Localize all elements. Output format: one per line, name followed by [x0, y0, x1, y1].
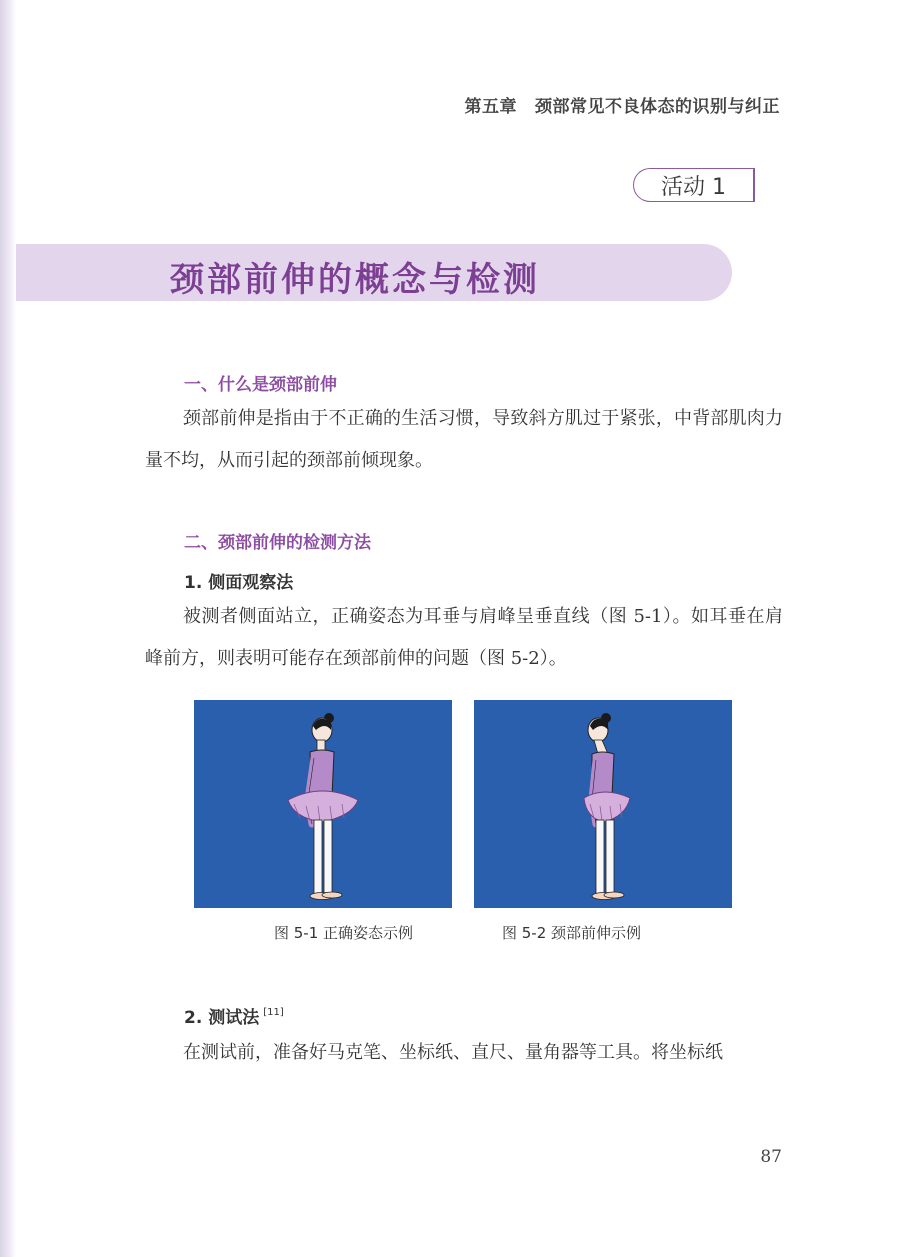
- dancer-illustration-correct: [194, 700, 452, 908]
- running-header: [465, 92, 781, 117]
- figure-forward-head: [474, 700, 732, 908]
- chapter-label: 第五章: [464, 97, 517, 117]
- figure-correct-posture: [194, 700, 452, 908]
- page-edge-decoration: [0, 0, 16, 1257]
- dancer-illustration-forward-head: [474, 700, 732, 908]
- method2-heading-text: 2. 测试法: [184, 1008, 260, 1028]
- section-heading-1: 一、什么是颈部前伸: [184, 375, 337, 395]
- figure-caption-5-2: 图 5-2 颈部前伸示例: [502, 924, 642, 942]
- chapter-title: 颈部常见不良体态的识别与纠正: [535, 97, 780, 117]
- section1-paragraph: 颈部前伸是指由于不正确的生活习惯，导致斜方肌过于紧张，中背部肌肉力量不均，从而引起的颈部前倾现象。: [145, 408, 783, 471]
- activity-badge: 活动 1: [633, 168, 755, 202]
- citation-ref: [11]: [263, 1007, 284, 1018]
- page-number: 87: [760, 1147, 782, 1167]
- figure-caption-5-1: 图 5-1 正确姿态示例: [274, 924, 414, 942]
- page-title: 颈部前伸的概念与检测: [170, 260, 540, 300]
- method2-paragraph: 在测试前，准备好马克笔、坐标纸、直尺、量角器等工具。将坐标纸: [183, 1042, 723, 1063]
- method2-heading: [184, 1003, 284, 1028]
- method1-heading: 1. 侧面观察法: [184, 573, 294, 593]
- method1-paragraph: 被测者侧面站立，正确姿态为耳垂与肩峰呈垂直线（图 5-1）。如耳垂在肩峰前方，则表明可能存在颈部前伸的问题（图 5-2）。: [145, 606, 783, 669]
- title-band: [16, 244, 732, 301]
- section-heading-2: 二、颈部前伸的检测方法: [184, 533, 371, 553]
